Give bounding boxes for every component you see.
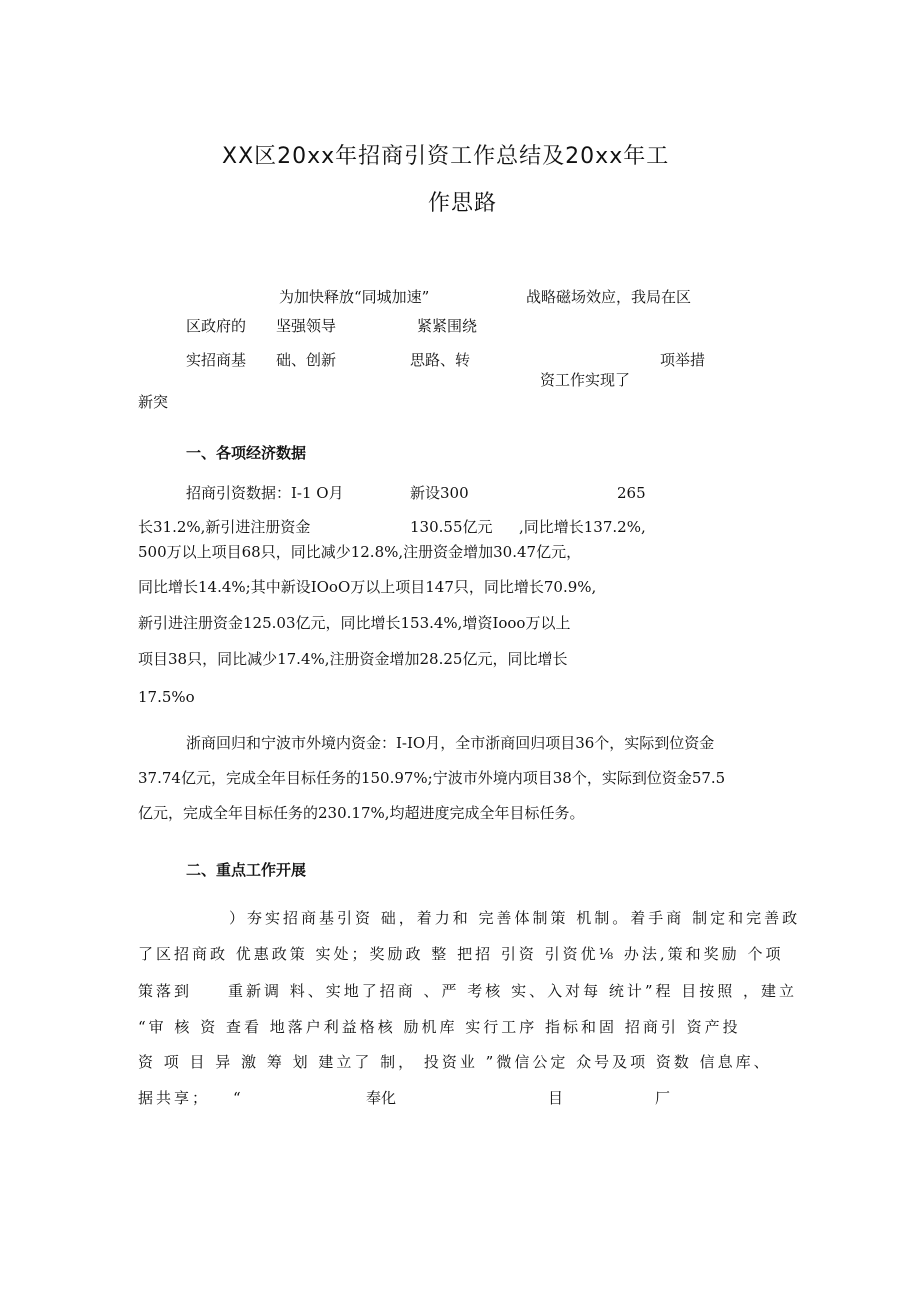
section1-text: 130.55亿元 <box>410 518 493 536</box>
section2-text: 策落到 <box>138 982 193 1000</box>
intro-text: 新突 <box>138 393 169 411</box>
section2-text: 奉化 <box>366 1089 397 1107</box>
section1-text: 长31.2%,新引进注册资金 <box>138 518 311 536</box>
doc-title-line1: XX区20xx年招商引资工作总结及20xx年工 <box>222 144 670 169</box>
section2-text: “审 核 资 查看 地落户利益格核 励机库 实行工序 指标和固 招商引 资产投 <box>138 1018 741 1036</box>
section1-heading: 一、各项经济数据 <box>186 444 307 462</box>
section1-text: ,同比增长137.2%, <box>519 518 646 536</box>
intro-text: 项举措 <box>660 351 706 369</box>
section1-text: 265 <box>617 484 646 502</box>
section2-text: 据共享； <box>138 1089 211 1107</box>
section1-text: 项目38只，同比减少17.4%,注册资金增加28.25亿元，同比增长 <box>138 650 568 668</box>
intro-text: 实招商基 <box>186 351 247 369</box>
intro-text: 资工作实现了 <box>540 371 631 389</box>
section2-text: 了区招商政 优惠政策 实处；奖励政 整 把招 引资 引资优⅛ 办法,策和奖励 个项 <box>138 945 784 963</box>
section2-text: 厂 <box>655 1089 671 1107</box>
section2-text: 目 <box>548 1089 564 1107</box>
section1-text: 亿元，完成全年目标任务的230.17%,均超进度完成全年目标任务。 <box>138 804 585 822</box>
section2-text: 重新调 料、实地了招商 、严 考核 实、入对每 统计”程 目按照 ，建立 <box>228 982 798 1000</box>
intro-text: 区政府的 <box>186 317 247 335</box>
section1-text: 新引进注册资金125.03亿元，同比增长153.4%,增资Iooo万以上 <box>138 614 571 632</box>
section2-heading: 二、重点工作开展 <box>186 861 307 879</box>
intro-text: 思路、转 <box>410 351 471 369</box>
section1-text: 新设300 <box>410 484 469 502</box>
doc-title-line2: 作思路 <box>428 191 498 216</box>
section1-text: 招商引资数据：I-1 O月 <box>186 484 344 502</box>
section2-text: 资 项 目 异 激 筹 划 建立了 制， 投资业 ”微信公定 众号及项 资数 信息库、 <box>138 1053 772 1071</box>
section2-text: ）夯实招商基引资 础，着力和 完善体制策 机制。着手商 制定和完善政 <box>229 909 801 927</box>
intro-text: 紧紧围绕 <box>417 317 478 335</box>
section1-text: 500万以上项目68只，同比减少12.8%,注册资金增加30.47亿元， <box>138 543 582 561</box>
section1-text: 浙商回归和宁波市外境内资金：I-IO月，全市浙商回归项目36个，实际到位资金 <box>186 734 715 752</box>
intro-text: 为加快释放“同城加速” <box>279 288 430 306</box>
intro-text: 础、创新 <box>276 351 337 369</box>
section2-text: “ <box>233 1089 241 1107</box>
section1-text: 同比增长14.4%;其中新设IOoO万以上项目147只，同比增长70.9%, <box>138 578 597 596</box>
intro-text: 战略磁场效应，我局在区 <box>526 288 692 306</box>
section1-text: 17.5%o <box>138 688 195 706</box>
section1-text: 37.74亿元，完成全年目标任务的150.97%;宁波市外境内项目38个，实际到位资金57.5 <box>138 769 726 787</box>
intro-text: 坚强领导 <box>276 317 337 335</box>
